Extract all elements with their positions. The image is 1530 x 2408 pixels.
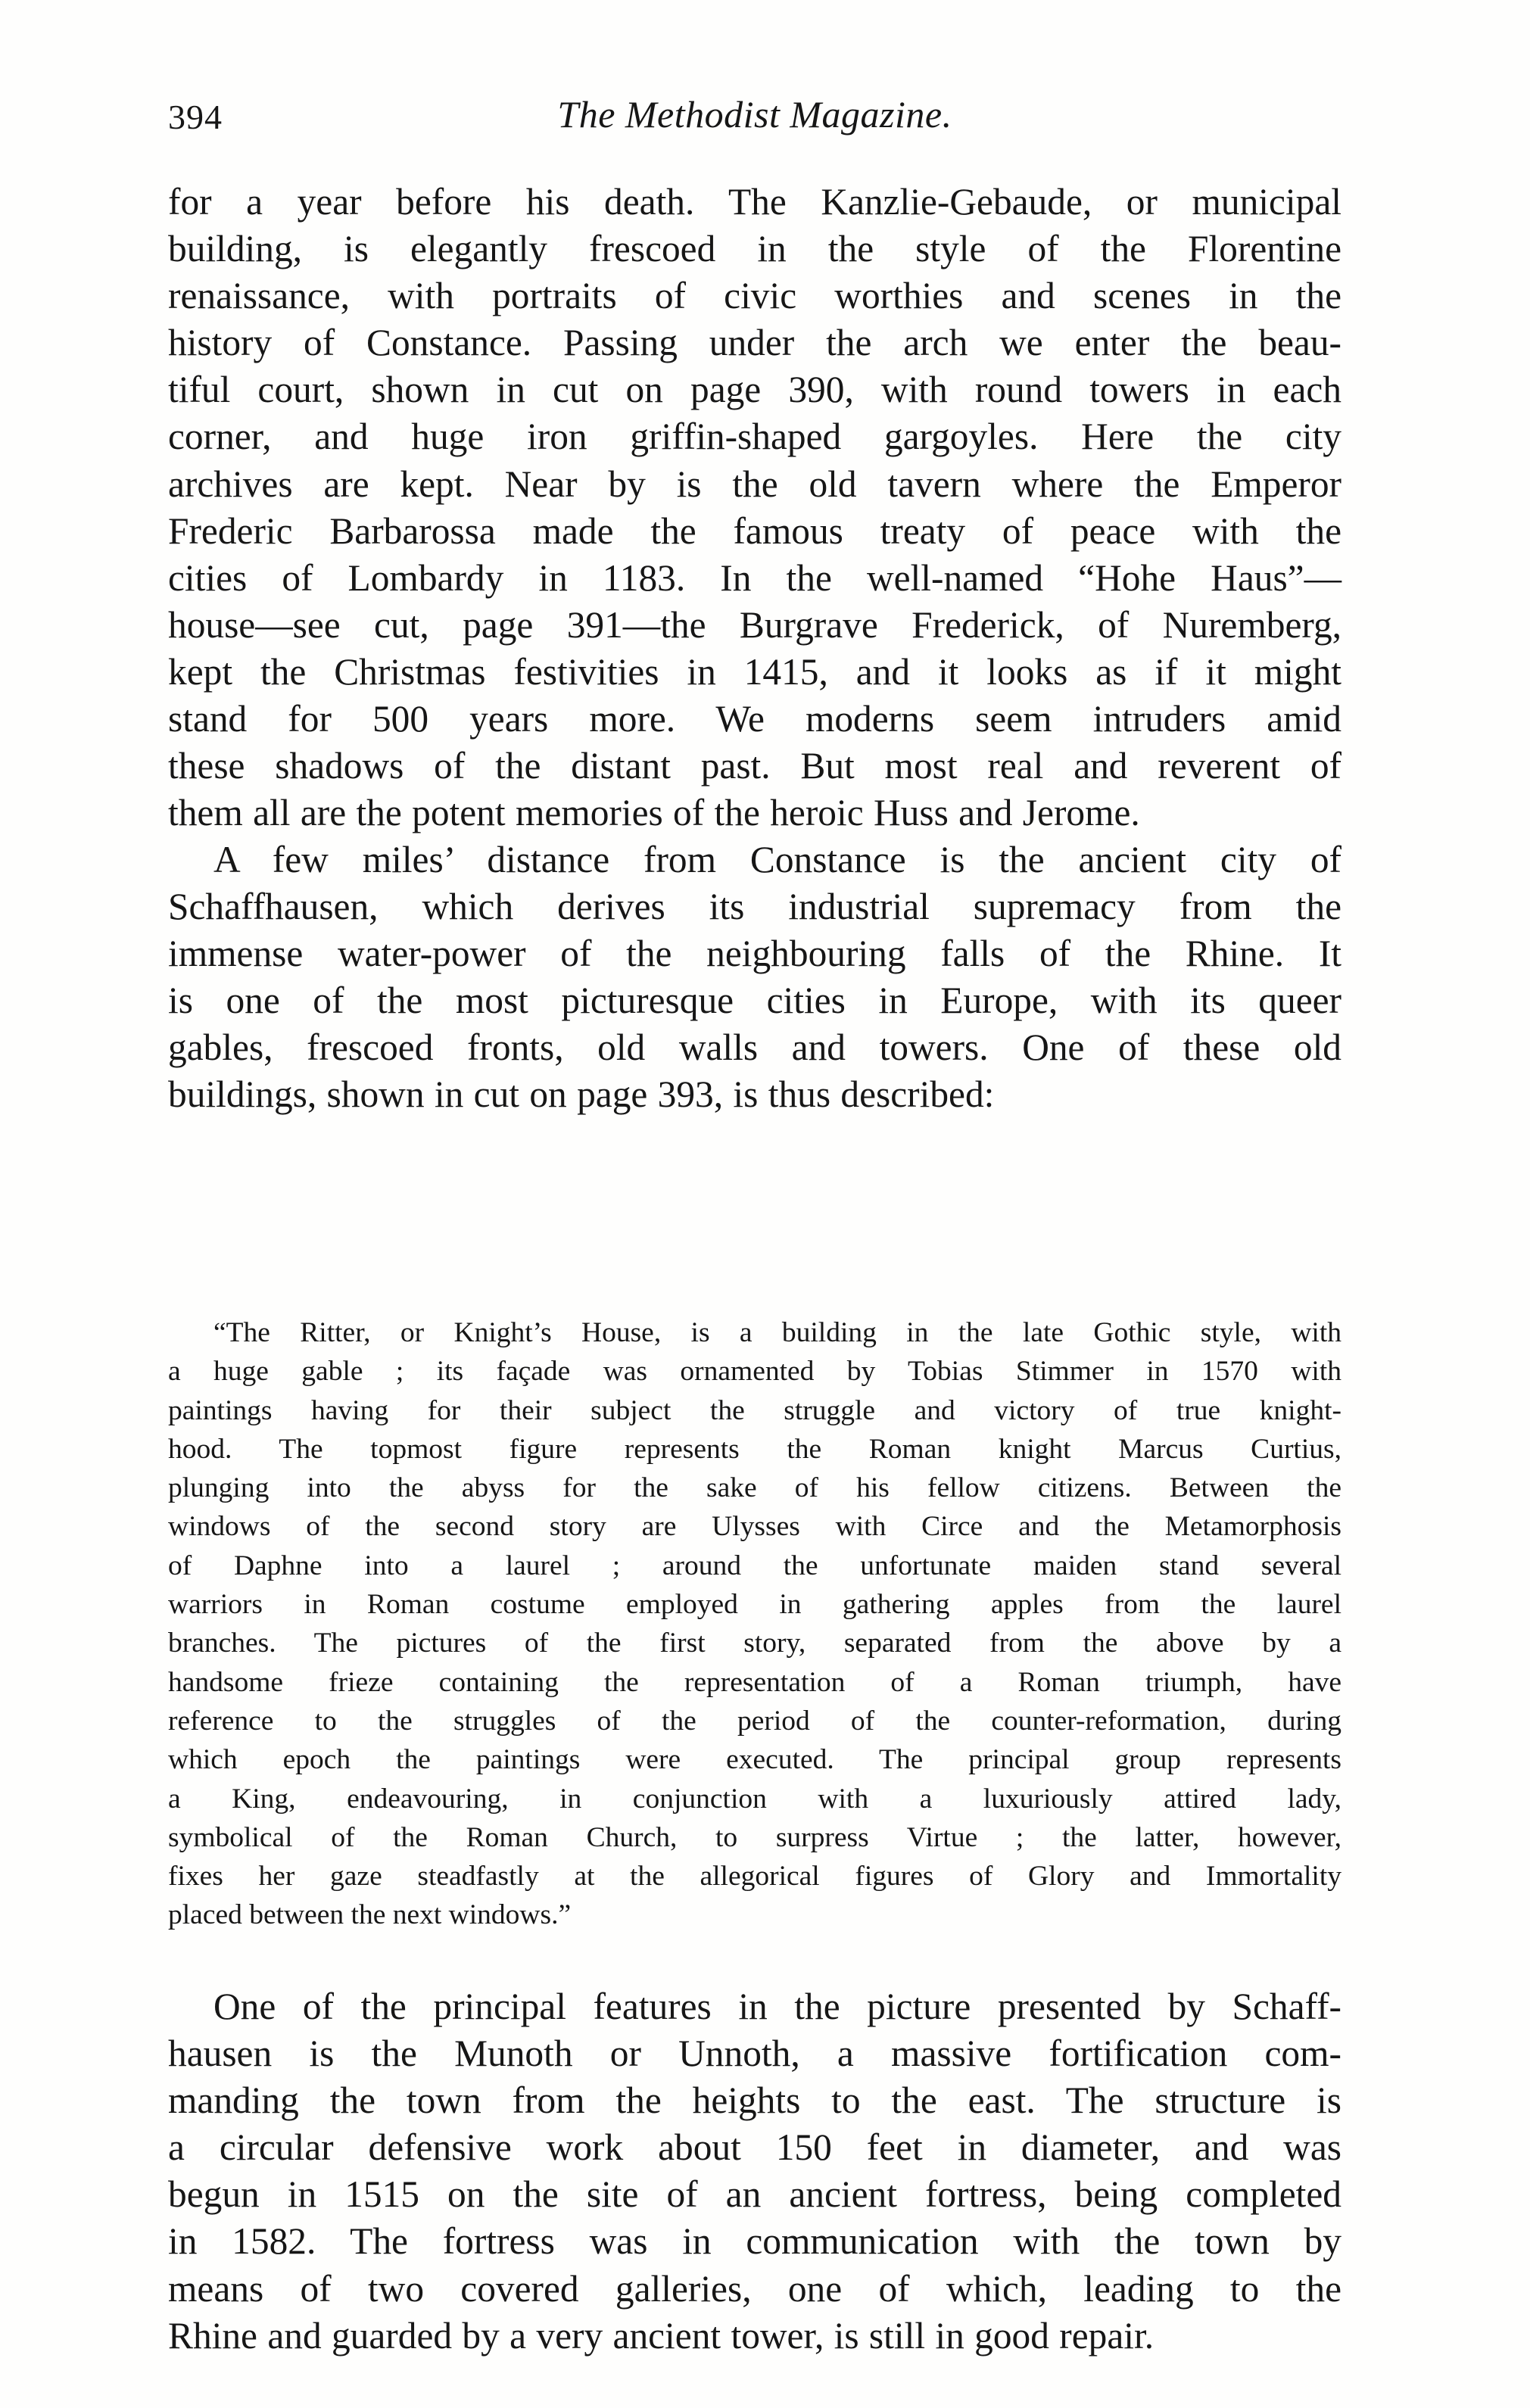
text-line: gables, frescoed fronts, old walls and towers. One of these old xyxy=(168,1026,1341,1069)
page-number: 394 xyxy=(168,98,223,136)
text-line: means of two covered galleries, one of which, leading to the xyxy=(168,2267,1341,2310)
text-line: Schaffhausen, which derives its industrial supremacy from the xyxy=(168,886,1341,928)
quote-line: a huge gable ; its façade was ornamented by Tobias Stimmer in 1570 with xyxy=(168,1356,1341,1388)
paragraph-2 xyxy=(168,836,1341,1119)
text-line: archives are kept. Near by is the old tavern where the Emperor xyxy=(168,463,1341,505)
quote-line: hood. The topmost figure represents the Roman knight Marcus Curtius, xyxy=(168,1433,1341,1465)
quote-line: branches. The pictures of the first story, separated from the above by a xyxy=(168,1628,1341,1659)
text-line: Rhine and guarded by a very ancient tower, is still in good repair. xyxy=(168,2314,1155,2357)
quote-line: fixes her gaze steadfastly at the allegorical figures of Glory and Immortality xyxy=(168,1861,1341,1892)
text-line: cities of Lombardy in 1183. In the well-named “Hohe Haus”— xyxy=(168,556,1341,599)
text-line: in 1582. The fortress was in communication with the town by xyxy=(168,2220,1341,2263)
quote-line: reference to the struggles of the period of the counter-reformation, during xyxy=(168,1705,1341,1737)
quote-line: a King, endeavouring, in conjunction with a luxuriously attired lady, xyxy=(168,1783,1341,1815)
text-line: begun in 1515 on the site of an ancient fortress, being completed xyxy=(168,2173,1341,2216)
text-line: tiful court, shown in cut on page 390, with round towers in each xyxy=(168,369,1341,411)
quote-line: symbolical of the Roman Church, to surpress Virtue ; the latter, however, xyxy=(168,1821,1341,1853)
text-line: renaissance, with portraits of civic worthies and scenes in the xyxy=(168,275,1341,317)
text-line: building, is elegantly frescoed in the style of the Florentine xyxy=(168,228,1341,270)
paragraph-1 xyxy=(168,179,1341,836)
paragraph-3 xyxy=(168,1983,1341,2360)
text-line: is one of the most picturesque cities in Europe, with its queer xyxy=(168,980,1341,1022)
text-line: stand for 500 years more. We moderns seem intruders amid xyxy=(168,698,1341,740)
quote-line: windows of the second story are Ulysses with Circe and the Metamorphosis xyxy=(168,1511,1341,1543)
text-line: buildings, shown in cut on page 393, is thus described: xyxy=(168,1073,995,1116)
text-line: a circular defensive work about 150 feet in diameter, and was xyxy=(168,2126,1341,2169)
text-line: Frederic Barbarossa made the famous treaty of peace with the xyxy=(168,509,1341,552)
quote-line: plunging into the abyss for the sake of his fellow citizens. Between the xyxy=(168,1472,1341,1504)
text-line: house—see cut, page 391—the Burgrave Frederick, of Nuremberg, xyxy=(168,603,1341,646)
quote-line: which epoch the paintings were executed. The principal group represents xyxy=(168,1744,1341,1776)
quote-line: placed between the next windows.” xyxy=(168,1899,572,1931)
quote-line: paintings having for their subject the struggle and victory of true knight- xyxy=(168,1394,1341,1426)
text-line: manding the town from the heights to the east. The structure is xyxy=(168,2079,1341,2122)
text-line: A few miles’ distance from Constance is the ancient city of xyxy=(213,839,1341,880)
text-line: history of Constance. Passing under the arch we enter the beau- xyxy=(168,322,1341,364)
quote-line: warriors in Roman costume employed in gathering apples from the laurel xyxy=(168,1589,1341,1621)
page-header xyxy=(168,92,1341,145)
text-line: immense water-power of the neighbouring falls of the Rhine. It xyxy=(168,933,1341,975)
text-line: kept the Christmas festivities in 1415, and it looks as if it might xyxy=(168,650,1341,693)
quote-line: handsome frieze containing the representation of a Roman triumph, have xyxy=(168,1666,1341,1698)
text-line: these shadows of the distant past. But most real and reverent of xyxy=(168,745,1341,787)
quote-line: of Daphne into a laurel ; around the unfortunate maiden stand several xyxy=(168,1550,1341,1581)
quote-line: “The Ritter, or Knight’s House, is a building in the late Gothic style, with xyxy=(213,1317,1341,1348)
text-line: for a year before his death. The Kanzlie-Gebaude, or municipal xyxy=(168,181,1341,223)
text-line: them all are the potent memories of the heroic Huss and Jerome. xyxy=(168,792,1140,834)
text-line: One of the principal features in the picture presented by Schaff- xyxy=(213,1986,1341,2027)
running-title: The Methodist Magazine. xyxy=(557,93,952,136)
text-line: hausen is the Munoth or Unnoth, a massive fortification com- xyxy=(168,2033,1341,2075)
text-line: corner, and huge iron griffin-shaped gargoyles. Here the city xyxy=(168,416,1341,458)
block-quote xyxy=(168,1313,1341,1935)
